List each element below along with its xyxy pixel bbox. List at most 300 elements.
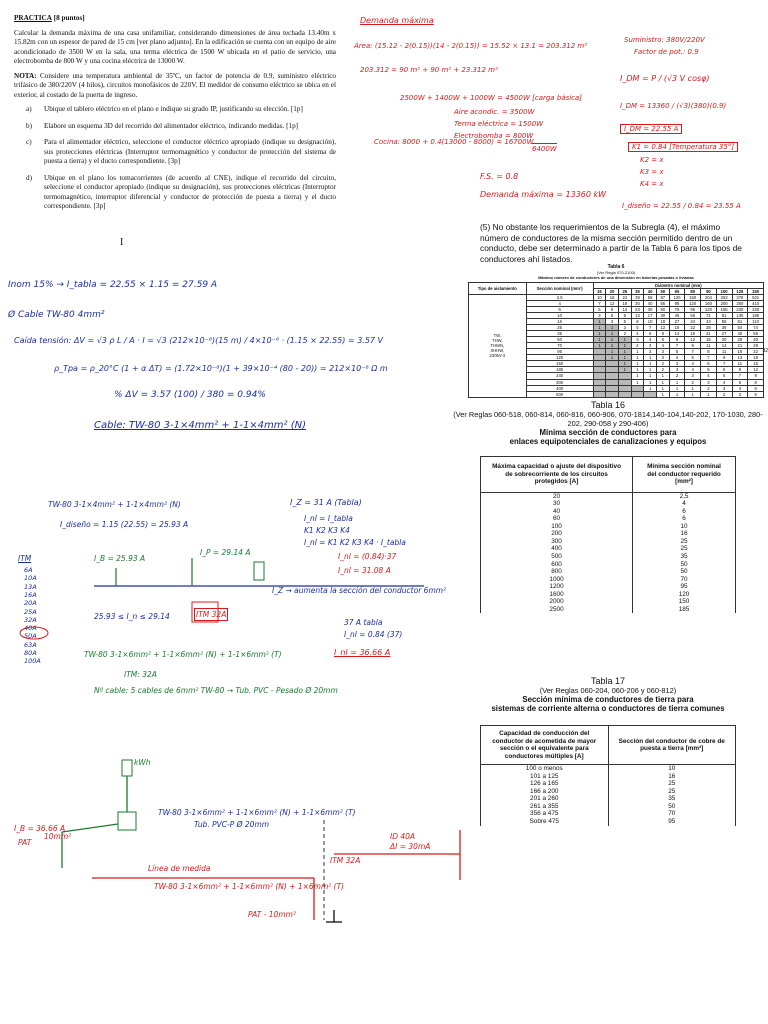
ib-label: I_B = 25.93 A	[94, 554, 146, 563]
tabla-17	[452, 676, 764, 826]
table-cell: 2	[644, 349, 657, 355]
table-cell: 8	[701, 349, 717, 355]
table-cell: 8	[748, 379, 764, 385]
tabla-16	[452, 400, 764, 613]
tabla6-size: 240	[526, 373, 593, 379]
tabla16-desc2: enlaces equipotenciales de canalizaciones y equipos	[509, 437, 707, 446]
table-cell: 55	[685, 313, 701, 319]
table-cell: 10	[644, 319, 657, 325]
demand-line: 203.312 = 90 m² + 90 m² + 23.312 m²	[360, 66, 498, 74]
table-cell: 185	[748, 313, 764, 319]
table-cell: 5	[606, 313, 619, 319]
table-cell: 3	[656, 355, 669, 361]
table-cell: 261 a 355	[481, 803, 609, 811]
table-cell: 12	[606, 301, 619, 307]
table-cell: 204	[701, 295, 717, 301]
table-cell: 16	[606, 295, 619, 301]
table-cell: 7	[685, 349, 701, 355]
table-cell: 54	[732, 325, 748, 331]
table-cell: 15	[701, 337, 717, 343]
table-cell: 11	[716, 349, 732, 355]
table-cell: 600	[481, 561, 633, 569]
tabla-6	[468, 264, 768, 398]
k3-line: K3 = x	[640, 168, 664, 176]
table-cell: 3	[644, 343, 657, 349]
table-cell: 50	[608, 803, 736, 811]
table-cell: 5	[618, 319, 631, 325]
table-cell: 28	[701, 325, 717, 331]
table-cell: 30	[481, 500, 633, 508]
demand-line: 2500W + 1400W + 1000W = 4500W [carga básica]	[400, 94, 583, 102]
table-cell: 410	[748, 301, 764, 307]
table-cell: 35	[633, 553, 736, 561]
note-label: NOTA:	[14, 71, 37, 80]
table-cell: 95	[633, 583, 736, 591]
table-cell: 19	[618, 301, 631, 307]
table-cell: 20	[481, 492, 633, 500]
tabla16-ref: (Ver Reglas 060-518, 060-814, 060-816, 060-906, 070-1814,140-104,140-202, 170-1030, 280-202, 290-058 y 290-406)	[453, 410, 763, 428]
table-cell: 13	[669, 331, 685, 337]
table-cell: Sobre 475	[481, 818, 609, 826]
tabla6-diameter: 125	[732, 289, 748, 295]
table-cell: 126 a 165	[481, 780, 609, 788]
table-cell: 55	[716, 319, 732, 325]
ground-link	[62, 824, 118, 832]
table-cell: 55	[644, 295, 657, 301]
table-row	[481, 500, 736, 508]
demand-calculation	[340, 14, 760, 224]
tabla16-col1: Máxima capacidad o ajuste del dispositivo de sobrecorriente de los circuitos protegidos [A]	[481, 457, 633, 493]
table-cell: 22	[685, 325, 701, 331]
note-5: (5) No obstante los requerimientos de la Subregla (4), el máximo número de conductores de la misma sección permitido dentro de un conducto, debe ser determinado a partir de la Tabla 6 para los tipos de conductores ahí listados.	[480, 222, 742, 264]
problem-item: a) Ubique el tablero eléctrico en el plano e indique su grado IP, justificando su elección. [1p]	[26, 105, 303, 113]
problem-items	[14, 105, 336, 212]
table-cell: 18	[748, 355, 764, 361]
itm-option: 50A	[24, 632, 37, 641]
demand-line: Aire acondic. = 3500W	[454, 108, 535, 116]
tabla6-header: Tipo de aislamiento	[469, 283, 527, 295]
table-row	[481, 515, 736, 523]
diagram-id: ID 40A	[390, 832, 416, 841]
table-cell: 1	[606, 349, 619, 355]
tabla6-size: 300	[526, 379, 593, 385]
table-cell: 39	[631, 295, 644, 301]
tabla16-title: Tabla 16	[590, 400, 626, 410]
table-cell: 36	[716, 325, 732, 331]
table-cell: 1	[631, 379, 644, 385]
i-calc: I_DM = 13360 / (√3)(380)(0.9)	[620, 102, 727, 110]
tabla6-size: 25	[526, 325, 593, 331]
tabla16-table	[480, 456, 736, 613]
tabla17-title: Tabla 17	[590, 676, 626, 686]
table-cell: 1	[656, 391, 669, 397]
tabla6-diameter: 150	[748, 289, 764, 295]
cable-line: TW-80 3-1×4mm² + 1-1×4mm² (N)	[48, 500, 181, 509]
table-cell: 40	[732, 331, 748, 337]
table-row	[481, 508, 736, 516]
table-cell: 24	[618, 295, 631, 301]
itm32-box: ITM 32A	[196, 610, 227, 619]
table-cell: 300	[481, 538, 633, 546]
table-cell: 2	[656, 361, 669, 367]
tabla6-diameter: 40	[644, 289, 657, 295]
table-row	[481, 538, 736, 546]
tabla6-diameter: 15	[593, 289, 606, 295]
table-cell: 25	[608, 788, 736, 796]
tabla6-size: 95	[526, 349, 593, 355]
tabla6-size: 6	[526, 307, 593, 313]
table-cell: 16	[633, 530, 736, 538]
table-cell: 6	[716, 367, 732, 373]
table-cell: 11	[732, 361, 748, 367]
table-cell: 50	[656, 307, 669, 313]
problem-intro: Calcular la demanda máxima de una casa unifamiliar, considerando dimensiones de área techada 13.40m x 15.82m con un espesor de pared de 15 cm [ver plano adjunto]. En la edificación se cuenta con un equipo de aire acondicionado de 3500 W en la sala, una terma eléctrica de 1500 W ubicada en el patio de servicio, una electrobomba de 800 W y una cocina eléctrica de 13000 W.	[14, 28, 336, 65]
table-cell: 2,5	[633, 492, 736, 500]
tabla6-header: Diámetro nominal (mm)	[593, 283, 763, 289]
table-cell: 6	[748, 385, 764, 391]
table-cell: 1	[593, 343, 606, 349]
table-cell: 800	[481, 568, 633, 576]
k2-line: K2 = x	[640, 156, 664, 164]
table-cell: 4	[701, 373, 717, 379]
tabla16-col2: Mínima sección nominal del conductor requerido [mm²]	[633, 457, 736, 493]
table-cell: 13	[732, 355, 748, 361]
table-cell: 1	[656, 385, 669, 391]
table-cell: 120	[701, 307, 717, 313]
tabla6-diameter: 100	[716, 289, 732, 295]
table-cell: 4	[644, 337, 657, 343]
table-cell: 70	[633, 576, 736, 584]
table-cell: 18	[656, 319, 669, 325]
diagram-id2: ΔI = 30mA	[390, 842, 431, 851]
table-cell: 9	[669, 337, 685, 343]
table-cell: 201 a 260	[481, 795, 609, 803]
area-line: Área: (15.12 - 2(0.15))(14 - 2(0.15)) = 15.52 × 13.1 = 203.312 m²	[354, 42, 588, 50]
fp-line: Factor de pot.: 0.9	[634, 48, 699, 56]
tw-line: TW-80 3-1×6mm² + 1-1×6mm² (N) + 1-1×6mm² (T)	[84, 650, 282, 659]
percent-drop: % ΔV = 3.57 (100) / 380 = 0.94%	[114, 390, 266, 400]
cable-final: Cable: TW-80 3-1×4mm² + 1-1×4mm² (N)	[94, 420, 306, 431]
tabla6-header: Sección nominal (mm²)	[526, 283, 593, 295]
table-cell: 356 a 475	[481, 810, 609, 818]
table-cell: 1	[644, 361, 657, 367]
protection-calc	[4, 490, 447, 710]
table-cell: 200	[716, 301, 732, 307]
board-box	[118, 812, 136, 830]
table-cell: 155	[716, 307, 732, 313]
table-cell: 150	[685, 295, 701, 301]
diagram-tub: Tub. PVC-P Ø 20mm	[194, 820, 270, 829]
table-row	[481, 773, 736, 781]
problem-statement	[14, 14, 337, 248]
table-cell: 521	[748, 295, 764, 301]
table-row	[481, 818, 736, 826]
table-cell: 3	[669, 367, 685, 373]
table-cell: 10	[593, 295, 606, 301]
table-cell: 74	[748, 325, 764, 331]
table-cell: 6	[656, 337, 669, 343]
table-cell: 1	[685, 385, 701, 391]
tabla6-diameter: 20	[606, 289, 619, 295]
table-cell: 1	[606, 331, 619, 337]
i-formula: I_DM = P / (√3 V cosφ)	[620, 74, 710, 83]
table-cell: 70	[608, 810, 736, 818]
table-cell: 40	[644, 301, 657, 307]
table-cell: 2	[631, 343, 644, 349]
table-cell: 3	[618, 325, 631, 331]
table-cell: 55	[748, 331, 764, 337]
tabla6-desc: Máximo número de conductores de una dimensión en tuberías pesadas o livianas	[538, 275, 694, 280]
problem-item: b) Elabore un esquema 3D del recorrido del alimentador eléctrico, indicando medidas. [1p]	[26, 121, 299, 130]
table-row	[481, 598, 736, 606]
table-cell: 25	[633, 538, 736, 546]
table-cell: 5	[716, 373, 732, 379]
table-cell: 135	[732, 313, 748, 319]
table-cell: 1000	[481, 576, 633, 584]
tabla6-diameter: 35	[631, 289, 644, 295]
tabla6-size: 16	[526, 319, 593, 325]
table-cell: 25	[608, 780, 736, 788]
table-cell: 8	[631, 319, 644, 325]
itm-box	[192, 602, 218, 622]
table-cell: 15	[748, 361, 764, 367]
table-cell: 2	[701, 385, 717, 391]
table-cell: 6	[633, 515, 736, 523]
tabla6-diameter: 90	[701, 289, 717, 295]
tabla6-size: 150	[526, 361, 593, 367]
table-cell: 9	[732, 367, 748, 373]
table-cell	[618, 391, 631, 397]
table-cell: 2	[618, 331, 631, 337]
table-cell: 1	[606, 337, 619, 343]
itm-option: 6A	[24, 566, 33, 574]
table-cell	[593, 391, 606, 397]
table-cell: 50	[633, 568, 736, 576]
table-cell: 22	[748, 349, 764, 355]
table-cell: 12	[748, 367, 764, 373]
itm-option: 80A	[24, 649, 37, 657]
itm-option: 32A	[24, 615, 37, 624]
table-cell: 5	[631, 325, 644, 331]
table-cell: 18	[669, 325, 685, 331]
installation-diagram	[4, 740, 464, 940]
table-cell: 150	[633, 598, 736, 606]
table-cell: 50	[633, 561, 736, 569]
table-cell: 27	[669, 319, 685, 325]
itm-option: 100A	[24, 657, 41, 666]
table-cell: 1	[656, 373, 669, 379]
meter-box	[122, 760, 132, 776]
table-cell: 75	[669, 307, 685, 313]
tabla17-col2: Sección del conductor de cobre de puesta a tierra [mm²]	[608, 726, 736, 765]
table-cell: 6	[701, 361, 717, 367]
table-cell: 7	[732, 373, 748, 379]
diagram-pat: PAT	[18, 838, 32, 847]
table-cell: 2000	[481, 598, 633, 606]
k4-line: K4 = x	[640, 180, 664, 188]
tabla6-diameter: 65	[669, 289, 685, 295]
inom-line: Inom 15% → I_tabla = 22.55 × 1.15 = 27.59 A	[8, 280, 218, 290]
table-cell: 14	[618, 307, 631, 313]
table-cell: 95	[669, 301, 685, 307]
demand-title: Demanda máxima	[360, 16, 434, 25]
tabla6-size: 500	[526, 391, 593, 397]
table-cell: 1	[618, 349, 631, 355]
table-cell: 1	[669, 379, 685, 385]
table-cell: 230	[732, 307, 748, 313]
tabla6-diameter: 80	[685, 289, 701, 295]
itm-selected: ITM: 32A	[124, 670, 157, 679]
fs-line: F.S. = 0.8	[480, 172, 519, 181]
table-cell: 5	[685, 355, 701, 361]
table-cell: 100 o menos	[481, 765, 609, 773]
table-cell: 1	[618, 355, 631, 361]
itm-option: 20A	[24, 599, 37, 608]
table-cell: 1	[631, 367, 644, 373]
table-row	[481, 765, 736, 773]
table-cell: 40	[481, 508, 633, 516]
rel-line: K1 K2 K3 K4	[304, 526, 350, 535]
table-cell: 160	[701, 301, 717, 307]
table-cell: 3	[656, 349, 669, 355]
table-cell: 1	[606, 343, 619, 349]
table-cell: 10	[608, 765, 736, 773]
table-cell: 1	[606, 355, 619, 361]
voltage-drop: Caída tensión: ΔV = √3 ρ L / A · I = √3 (212×10⁻⁸)(15 m) / 4×10⁻⁶ · (1.15 × 22.55) = 3.57 V	[14, 336, 384, 345]
table-cell: 3	[669, 361, 685, 367]
rel-line: I_nl = 31.08 A	[338, 566, 391, 575]
table-cell: 2500	[481, 606, 633, 614]
table-row	[481, 530, 736, 538]
table-row	[481, 568, 736, 576]
tabla17-table	[480, 725, 736, 826]
table-cell: 45	[669, 313, 685, 319]
table-row	[481, 795, 736, 803]
table-cell: 1	[644, 355, 657, 361]
table-cell: 120	[669, 295, 685, 301]
table-cell: 25	[633, 545, 736, 553]
rel-line: I_nl = (0.84)·37	[338, 552, 397, 561]
table-row	[481, 583, 736, 591]
itm-option: 25A	[24, 607, 37, 616]
table-cell: 21	[701, 331, 717, 337]
table-cell: 1	[631, 361, 644, 367]
tabla6-size: 70	[526, 343, 593, 349]
iz-line: I_Z = 31 A (Tabla)	[290, 498, 362, 507]
table-cell: 12	[685, 337, 701, 343]
table-cell: 300	[732, 301, 748, 307]
table-cell: 2	[716, 391, 732, 397]
table-cell: 9	[656, 331, 669, 337]
itm-circle	[20, 627, 48, 639]
table-cell: 1	[631, 355, 644, 361]
table-cell: 4	[685, 361, 701, 367]
table-cell: 253	[716, 295, 732, 301]
supply-line: Suministro: 380V/220V	[624, 36, 705, 44]
table-cell: 7	[701, 355, 717, 361]
tabla6-types: TW, THW, THWN, XHHW, 2305V-3	[469, 295, 527, 398]
table-cell: 5	[669, 349, 685, 355]
demand-line: Electrobomba = 800W	[454, 132, 534, 140]
table-cell: 4	[716, 379, 732, 385]
table-cell: 4	[732, 385, 748, 391]
tabla16-desc1: Mínima sección de conductores para	[539, 428, 677, 437]
table-cell: 1200	[481, 583, 633, 591]
tabla6-title: Tabla 6	[607, 264, 625, 270]
table-cell: 9	[748, 373, 764, 379]
table-cell: 1	[618, 337, 631, 343]
table-cell: 1	[593, 319, 606, 325]
rel-line: I_nl = I_tabla	[304, 514, 353, 523]
diagram-ib: I_B = 36.66 A	[14, 824, 66, 833]
i-result: I_DM = 22.55 A	[620, 124, 682, 134]
table-cell: 9	[685, 343, 701, 349]
table-cell: 20	[716, 337, 732, 343]
table-cell: 500	[481, 553, 633, 561]
table-cell: 6	[732, 379, 748, 385]
table-cell: 16	[608, 773, 736, 781]
table-cell: 400	[481, 545, 633, 553]
tabla17-col1: Capacidad de conducción del conductor de acometida de mayor sección o el equivalente para conductores múltiples [A]	[481, 726, 609, 765]
table-row	[481, 788, 736, 796]
table-cell: 4	[631, 331, 644, 337]
table-cell: 7	[669, 343, 685, 349]
table-cell: 2	[669, 373, 685, 379]
tabla6-size: 2.5	[526, 295, 593, 301]
table-cell: 1	[669, 385, 685, 391]
table-cell: 1	[631, 373, 644, 379]
table-cell	[606, 391, 619, 397]
problem-title: PRACTICA	[14, 14, 52, 22]
itm-option: 13A	[24, 582, 37, 591]
table-cell: 60	[481, 515, 633, 523]
demand-line: Terma eléctrica = 1500W	[454, 120, 544, 128]
diagram-pat-wire: 10mm²	[44, 832, 72, 841]
table-cell: 12	[656, 325, 669, 331]
table-cell: 2	[685, 379, 701, 385]
itm-option: 63A	[24, 640, 37, 649]
table-cell: 87	[656, 295, 669, 301]
text-cursor-icon: I	[120, 237, 124, 248]
table-cell: 21	[732, 343, 748, 349]
aumenta-line: I_Z → aumenta la sección del conductor 6mm²	[272, 586, 447, 595]
kwh-label: kWh	[134, 758, 151, 767]
itm-option: 40A	[24, 624, 37, 633]
table-row	[481, 492, 736, 500]
tabla6-size: 10	[526, 313, 593, 319]
resistivity: ρ_Tpa = ρ_20°C (1 + α ΔT) = (1.72×10⁻⁸)(1 + 39×10⁻⁴ (80 - 20)) = 212×10⁻⁸ Ω m	[54, 364, 388, 373]
page-number: 32	[762, 348, 768, 354]
inl-calc: I_nl = 0.84 (37)	[344, 630, 403, 639]
itm-option: 10A	[24, 574, 37, 583]
ip-label: I_P = 29.14 A	[200, 548, 251, 557]
diagram-tw2: TW-80 3-1×6mm² + 1-1×6mm² (N) + 1×6mm² (T)	[154, 882, 345, 891]
table-cell: 71	[701, 313, 717, 319]
table-cell: 3	[685, 373, 701, 379]
table-cell: 200	[481, 530, 633, 538]
table-cell: 4	[656, 343, 669, 349]
table-cell: 40	[748, 337, 764, 343]
table-cell: 185	[633, 606, 736, 614]
tabla6-subtitle: (Ver Regla 070-2100)	[596, 270, 636, 275]
table-row	[481, 523, 736, 531]
table-cell: 100	[481, 523, 633, 531]
table-cell: 1	[618, 361, 631, 367]
iz-box	[254, 562, 264, 580]
problem-item: c) Para el alimentador eléctrico, seleccione el conductor eléctrico apropiado (indique su designación), sus protecciones eléctricas (Interruptor termomagnético y conductor de protección del sistema de puesta a tierra) y el ducto correspondiente. [3p]	[26, 138, 336, 165]
table-cell: 4	[669, 355, 685, 361]
tabla37-line: 37 A tabla	[344, 618, 383, 627]
